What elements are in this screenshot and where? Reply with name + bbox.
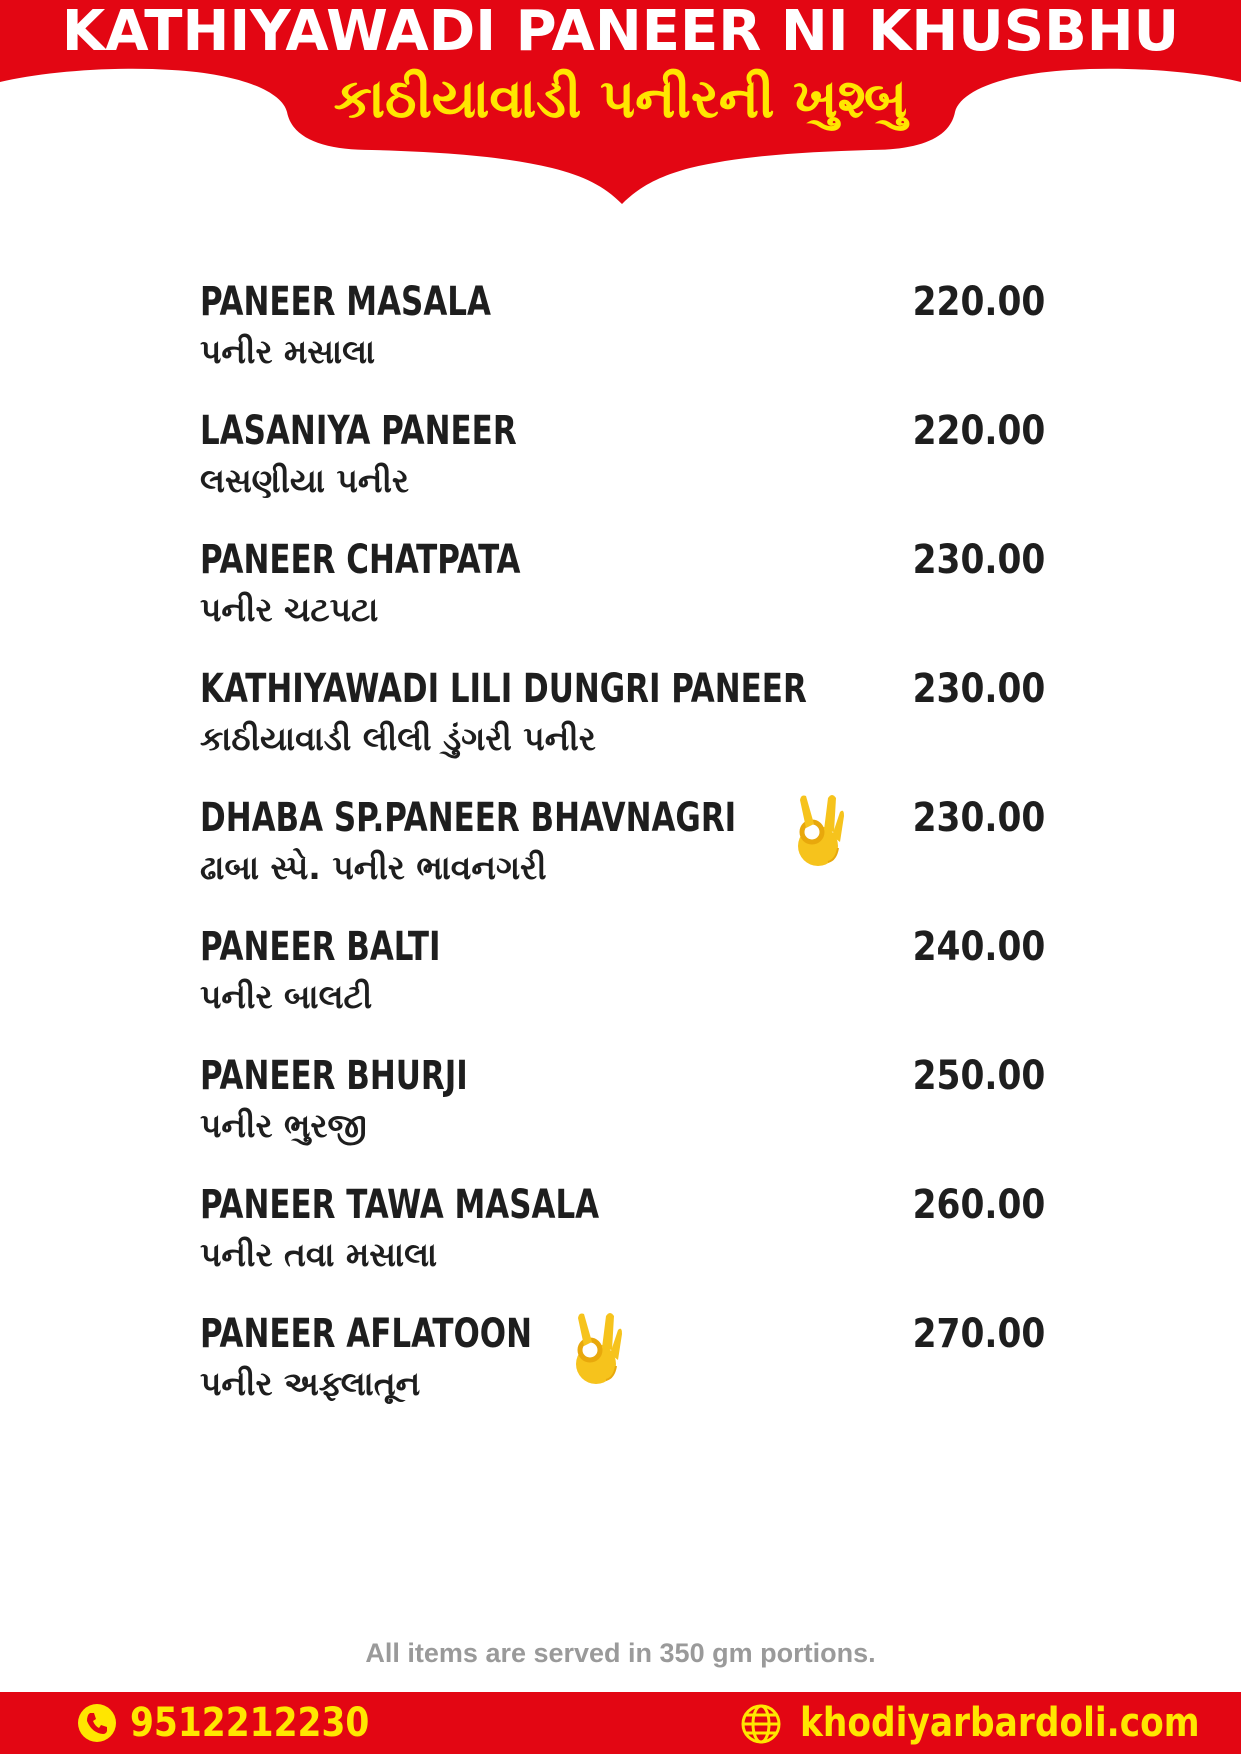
- item-name-gu: પનીર તવા મસાલા: [200, 1235, 438, 1274]
- item-name-en: DHABA SP.PANEER BHAVNAGRI: [200, 795, 737, 841]
- menu-list: [200, 278, 1045, 1439]
- item-name-gu: ઢાબા સ્પે. પનીર ભાવનગરી: [200, 848, 547, 887]
- menu-item: [200, 1052, 1045, 1181]
- menu-item: [200, 923, 1045, 1052]
- item-name-en: PANEER BHURJI: [200, 1053, 468, 1099]
- item-price: 250.00: [912, 1053, 1045, 1099]
- page-title: KATHIYAWADI PANEER NI KHUSBHU: [61, 0, 1180, 64]
- item-price: 260.00: [912, 1182, 1045, 1228]
- menu-item: [200, 536, 1045, 665]
- menu-item: [200, 1310, 1045, 1439]
- item-name-en: PANEER TAWA MASALA: [200, 1182, 600, 1228]
- item-name-gu: પનીર ચટપટા: [200, 590, 379, 629]
- item-price: 230.00: [912, 666, 1045, 712]
- item-name-en: KATHIYAWADI LILI DUNGRI PANEER: [200, 666, 807, 712]
- page-title-gujarati: કાઠીયાવાડી પનીરની ખુશ્બુ: [333, 67, 908, 130]
- item-name-gu: લસણીયા પનીર: [200, 461, 409, 500]
- item-name-en: LASANIYA PANEER: [200, 408, 517, 454]
- item-price: 240.00: [912, 924, 1045, 970]
- phone-number[interactable]: 9512212230: [130, 1700, 370, 1746]
- item-name-en: PANEER MASALA: [200, 279, 491, 325]
- ok-hand-icon: [792, 790, 844, 870]
- footer-bar: [0, 1692, 1241, 1754]
- item-name-gu: પનીર અફ્લાતૂન: [200, 1364, 421, 1403]
- item-name-gu: પનીર ભુરજી: [200, 1106, 367, 1145]
- menu-item: [200, 278, 1045, 407]
- item-price: 220.00: [912, 408, 1045, 454]
- item-price: 230.00: [912, 795, 1045, 841]
- item-name-gu: કાઠીયાવાડી લીલી ડુંગરી પનીર: [200, 719, 596, 758]
- phone-icon: [78, 1704, 116, 1742]
- item-price: 270.00: [912, 1311, 1045, 1357]
- header-banner: [0, 0, 1241, 210]
- item-name-gu: પનીર બાલટી: [200, 977, 373, 1016]
- item-name-gu: પનીર મસાલા: [200, 332, 376, 371]
- website-link[interactable]: khodiyarbardoli.com: [800, 1700, 1200, 1746]
- portion-note: All items are served in 350 gm portions.: [365, 1638, 876, 1668]
- item-name-en: PANEER CHATPATA: [200, 537, 521, 583]
- item-name-en: PANEER BALTI: [200, 924, 441, 970]
- menu-item: [200, 1181, 1045, 1310]
- globe-icon: [740, 1703, 782, 1745]
- item-name-en: PANEER AFLATOON: [200, 1311, 533, 1357]
- item-price: 230.00: [912, 537, 1045, 583]
- menu-item: [200, 665, 1045, 794]
- item-price: 220.00: [912, 279, 1045, 325]
- menu-item: [200, 407, 1045, 536]
- ok-hand-icon: [570, 1308, 622, 1388]
- menu-item: [200, 794, 1045, 923]
